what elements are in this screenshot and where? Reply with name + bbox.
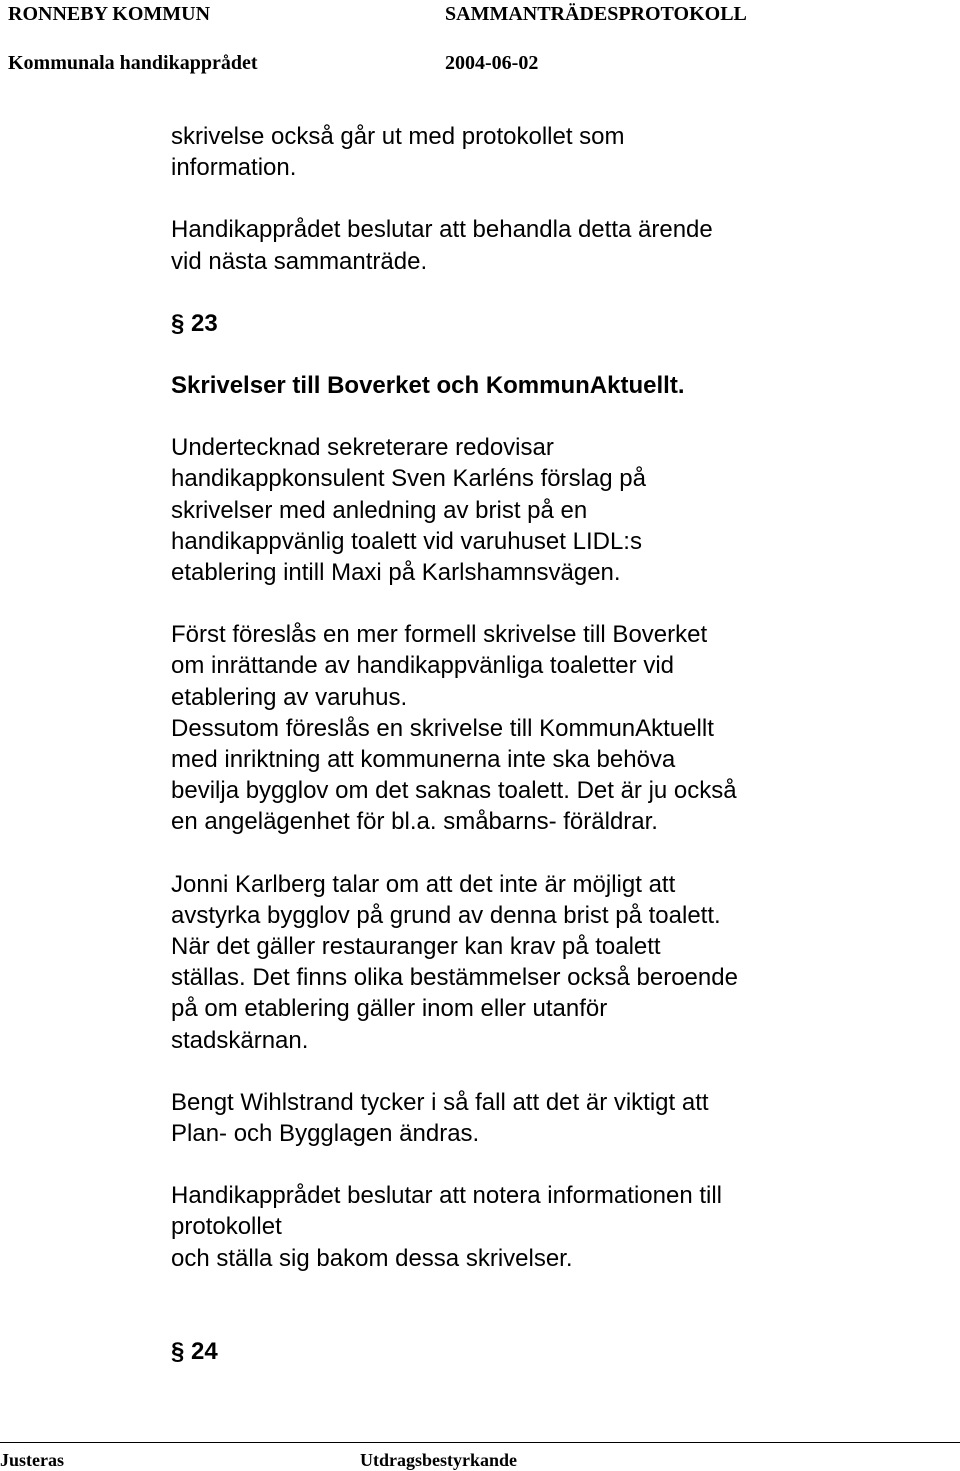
- document-type: SAMMANTRÄDESPROTOKOLL: [445, 3, 747, 25]
- section-23-paragraph-6: Handikapprådet beslutar att notera informationen till protokollet och ställa sig bakom dessa skrivelser.: [171, 1182, 722, 1272]
- meeting-date: 2004-06-02: [445, 52, 539, 74]
- document-body: [171, 121, 931, 1367]
- section-23-paragraph-5: Bengt Wihlstrand tycker i så fall att det är viktigt att Plan- och Bygglagen ändras.: [171, 1088, 709, 1148]
- organization-name: RONNEBY KOMMUN: [8, 3, 211, 25]
- intro-paragraph-2: Handikapprådet beslutar att behandla detta ärende vid nästa sammanträde.: [171, 216, 713, 275]
- section-title-23: Skrivelser till Boverket och KommunAktuellt.: [171, 372, 685, 400]
- footer-utdragsbestyrkande-label: Utdragsbestyrkande: [360, 1450, 518, 1470]
- section-23-paragraph-1: Undertecknad sekreterare redovisar handikappkonsulent Sven Karléns förslag på skrivelser med anledning av brist på en handikappvänlig toalett vid varuhuset LIDL:s etablering intill Maxi på Karlshamnsvägen.: [171, 434, 646, 587]
- footer-justeras-label: Justeras: [0, 1450, 64, 1470]
- page-footer: [0, 1442, 960, 1470]
- intro-paragraph-1: skrivelse också går ut med protokollet som information.: [171, 123, 625, 182]
- section-23-paragraph-2: Först föreslås en mer formell skrivelse till Boverket om inrättande av handikappvänliga toaletter vid etablering av varuhus.: [171, 621, 708, 711]
- section-number-24: § 24: [171, 1337, 218, 1365]
- section-23-paragraph-4: Jonni Karlberg talar om att det inte är möjligt att avstyrka bygglov på grund av denna brist på toalett. När det gäller restauranger kan krav på toalett ställas. Det finns olika bestämmelser också beroende på om etablering gäller inom eller utanför stadskärnan.: [171, 870, 738, 1054]
- section-number-23: § 23: [171, 309, 218, 337]
- section-23-paragraph-3: Dessutom föreslås en skrivelse till KommunAktuellt med inriktning att kommunerna inte ska behöva bevilja bygglov om det saknas toalett. Det är ju också en angelägenhet för bl.a. småbarns- föräldrar.: [171, 714, 737, 836]
- committee-name: Kommunala handikapprådet: [8, 52, 258, 74]
